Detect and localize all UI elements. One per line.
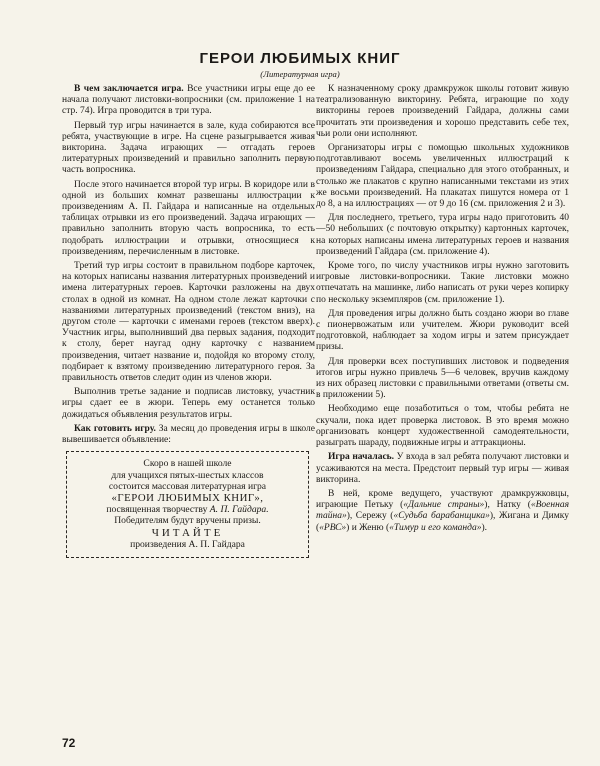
announcement-line: для учащихся пятых-шестых классов [111,469,264,481]
announcement-box [66,451,309,557]
paragraph: В чем заключается игра. Все участники игры еще до ее начала получают листовки-вопросники (см. приложение 1 на стр. 74). Игра проводится в три тура. [62,84,315,117]
book-title: «Тимур и его команда» [389,522,482,533]
paragraph: Третий тур игры состоит в правильном подборе карточек, на которых написаны названия литературных произведений и имена литературных героев. Карточки разложены на двух столах в одной из комнат. На одном столе лежат карточки с названиями литературных произведений (текстом вниз), на другом столе — карточки с именами героев (текстом вверх). Участник игры, выполнивший два первых задания, подходит к столу, берет наугад одну карточку с названием произведения, читает название и, подойдя ко второму столу, подбирает к взятому произведению литературного героя. За правильность ответов следит один из членов жюри. [62,261,315,384]
announcement-game-title: «ГЕРОИ ЛЮБИМЫХ КНИГ», [111,491,264,504]
paragraph: В ней, кроме ведущего, участвуют драмкружковцы, играющие Петьку («Дальние страны»), Натку («Военная тайна»), Сережу («Судьба барабанщика»), Жигана и Димку («РВС») и Женю («Тимур и его команда»). [316,488,569,533]
paragraph: Игра началась. У входа в зал ребята получают листовки и усаживаются на места. Предстоит первый тур игры — живая викторина. [316,452,570,485]
paragraph: Для последнего, третьего, тура игры надо приготовить 40—50 небольших (с почтовую открытку) картонных карточек, на которых написаны имена литературных героев и названия произведений Гайдара (см. приложение 4). [316,213,569,257]
paragraph: Кроме того, по числу участников игры нужно заготовить игровые листовки-вопросники. Такие листовки можно отпечатать на машинке, либо написать от руки через копирку по нескольку экземпляров (см. приложение 1). [316,261,569,305]
paragraph: Как готовить игру. За месяц до проведения игры в школе вывешивается объявление: [62,423,315,446]
article-subtitle: (Литературная игра) [260,69,340,79]
article-title: ГЕРОИ ЛЮБИМЫХ КНИГ [199,50,401,67]
announcement-line: Скоро в нашей школе [143,458,232,470]
announcement-line: состоится массовая литературная игра [108,481,267,493]
section-heading: В чем заключается игра. [74,84,184,94]
paragraph: После этого начинается второй тур игры. В коридоре или в одной из больших комнат развешаны иллюстрации к произведениям А. П. Гайдара и написанные на отдельных таблицах отрывки из его произведений. Задача играющих — правильно заполнить вторую часть вопросника, то есть подобрать иллюстрации и отрывки, относящиеся к произведениям, перечисленным в листовке. [62,179,315,257]
paragraph: Для проверки всех поступивших листовок и подведения итогов игры нужно привлечь 5—6 человек, вручив каждому из них образец листовки с правильными ответами (ответы см. в приложении 5). [316,356,569,401]
section-heading: Игра началась. [328,452,395,463]
announcement-line: произведения А. П. Гайдара [130,539,245,551]
page-number: 72 [62,736,76,750]
book-title: «Судьба барабанщика» [393,511,490,522]
paragraph: Выполнив третье задание и подписав листовку, участник игры сдает ее в жюри. Теперь ему останется только дожидаться объявления результатов игры. [62,387,315,420]
left-column [62,84,315,558]
paragraph: Необходимо еще позаботиться о том, чтобы ребята не скучали, пока идет проверка листовок. В это время можно организовать концерт художественной самодеятельности, разыграть шараду, подвижные игры и аттракционы. [316,404,569,449]
paragraph: К назначенному сроку драмкружок школы готовит живую театрализованную викторину. Ребята, играющие по ходу викторины героев произведений Гайдара, должны сами прочитать эти произведения и хорошо представить себе тех, чьи роли они исполняют. [316,84,569,139]
announcement-line: Победителям будут вручены призы. [114,515,261,527]
book-title: «РВС» [319,522,347,533]
section-heading: Как готовить игру. [74,423,156,434]
announcement-read: ЧИТАЙТЕ [151,526,224,539]
paragraph: Первый тур игры начинается в зале, куда собираются все ребята, участвующие в игре. На сцене разыгрывается живая викторина. Задача играющих — отгадать героев литературных произведений и правильно заполнить первую часть вопросника. [62,120,315,176]
announcement-line: посвященная творчеству А. П. Гайдара. [106,503,269,515]
book-title: «Дальние страны» [403,500,485,511]
paragraph: Для проведения игры должно быть создано жюри во главе с пионервожатым или учителем. Жюри руководит всей подготовкой, наблюдает за ходом игры и затем присуждает призы. [316,308,569,353]
book-title: «Военная тайна» [316,500,569,522]
right-column [316,84,569,537]
paragraph: Организаторы игры с помощью школьных художников подготавливают восемь увеличенных иллюстраций к произведениям Гайдара, специально для этого отобранных, и столько же плакатов с крупно написанными текстами из этих же восьми произведений. На плакатах пишутся номера от 1 до 8, а на иллюстрациях — от 9 до 16 (см. приложения 2 и 3). [316,143,569,210]
